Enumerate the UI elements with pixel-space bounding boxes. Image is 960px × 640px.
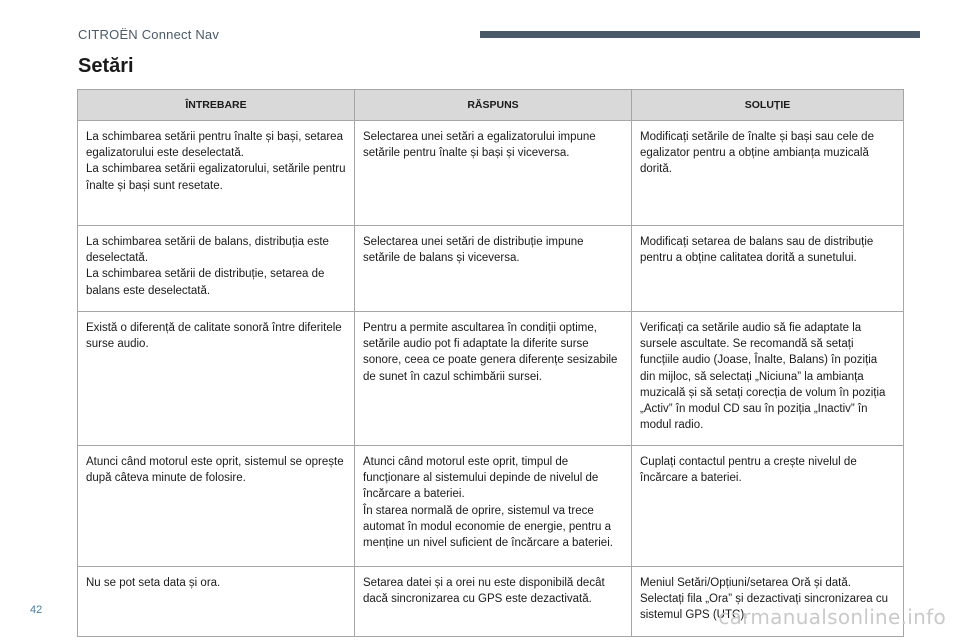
question-cell [78, 312, 355, 446]
answer-cell [355, 446, 632, 567]
solution-cell [632, 226, 904, 312]
question-cell [78, 567, 355, 637]
manual-header-brand: CITROËN Connect Nav [78, 27, 220, 42]
cell-text: Există o diferență de calitate sonoră între diferitele surse audio. [86, 322, 342, 351]
table-row [78, 312, 904, 446]
solution-cell [632, 121, 904, 226]
page-title: Setări [78, 55, 134, 77]
answer-cell [355, 121, 632, 226]
cell-text: Cuplați contactul pentru a crește nivelul de încărcare a bateriei. [640, 456, 857, 485]
header-solution: SOLUȚIE [632, 90, 904, 121]
question-cell [78, 226, 355, 312]
table-row [78, 121, 904, 226]
header-answer: RĂSPUNS [355, 90, 632, 121]
cell-text: Atunci când motorul este oprit, timpul de funcționare al sistemului depinde de nivelul de încărcare a bateriei. În starea normală de oprire, sistemul va trece automat în modul economie de energie, pentru a menține un nivel suficient de încărcare a bateriei. [363, 456, 613, 550]
cell-text: Modificați setările de înalte și bași sau cele de egalizator pentru a obține ambianța muzicală dorită. [640, 131, 874, 176]
answer-cell [355, 312, 632, 446]
solution-cell [632, 446, 904, 567]
cell-text: Meniul Setări/Opțiuni/setarea Oră și dată. Selectați fila „Ora” și dezactivați sincronizarea cu sistemul GPS (UTC). [640, 577, 888, 622]
cell-text: Setarea datei și a orei nu este disponibilă decât dacă sincronizarea cu GPS este dezactivată. [363, 577, 605, 606]
question-cell [78, 446, 355, 567]
table-row [78, 226, 904, 312]
question-cell [78, 121, 355, 226]
cell-text: Pentru a permite ascultarea în condiții optime, setările audio pot fi adaptate la diferite surse sonore, ceea ce poate genera diferențe sesizabile de sunet în cazul schimbării sursei. [363, 322, 618, 383]
header-question: ÎNTREBARE [78, 90, 355, 121]
solution-cell [632, 312, 904, 446]
cell-text: Nu se pot seta data și ora. [86, 577, 221, 589]
table-row [78, 446, 904, 567]
table-header-row [78, 90, 904, 121]
watermark-text: carmanualsonline.info [718, 605, 946, 629]
cell-text: Modificați setarea de balans sau de distribuție pentru a obține calitatea dorită a sunetului. [640, 236, 874, 265]
cell-text: La schimbarea setării pentru înalte și bași, setarea egalizatorului este deselectată. La schimbarea setării egalizatorului, setările pentru înalte și bași sunt resetate. [86, 131, 346, 192]
cell-text: Atunci când motorul este oprit, sistemul se oprește după câteva minute de folosire. [86, 456, 344, 485]
answer-cell [355, 226, 632, 312]
cell-text: Selectarea unei setări de distribuție impune setările de balans și viceversa. [363, 236, 584, 265]
answer-cell [355, 567, 632, 637]
cell-text: La schimbarea setării de balans, distribuția este deselectată. La schimbarea setării de distribuție, setarea de balans este deselectată. [86, 236, 329, 297]
cell-text: Verificați ca setările audio să fie adaptate la sursele ascultate. Se recomandă să setați funcțiile audio (Joase, Înalte, Balans) în poziția din mijloc, să selectați „Niciuna” la ambianța muzicală și să setați corecția de volum în poziția „Activ” în modul CD sau în poziția „Inactiv” în modul radio. [640, 322, 886, 432]
page-number: 42 [30, 604, 43, 616]
troubleshooting-table [77, 89, 904, 637]
header-bar [480, 31, 920, 38]
cell-text: Selectarea unei setări a egalizatorului impune setările pentru înalte și bași și viceversa. [363, 131, 596, 160]
